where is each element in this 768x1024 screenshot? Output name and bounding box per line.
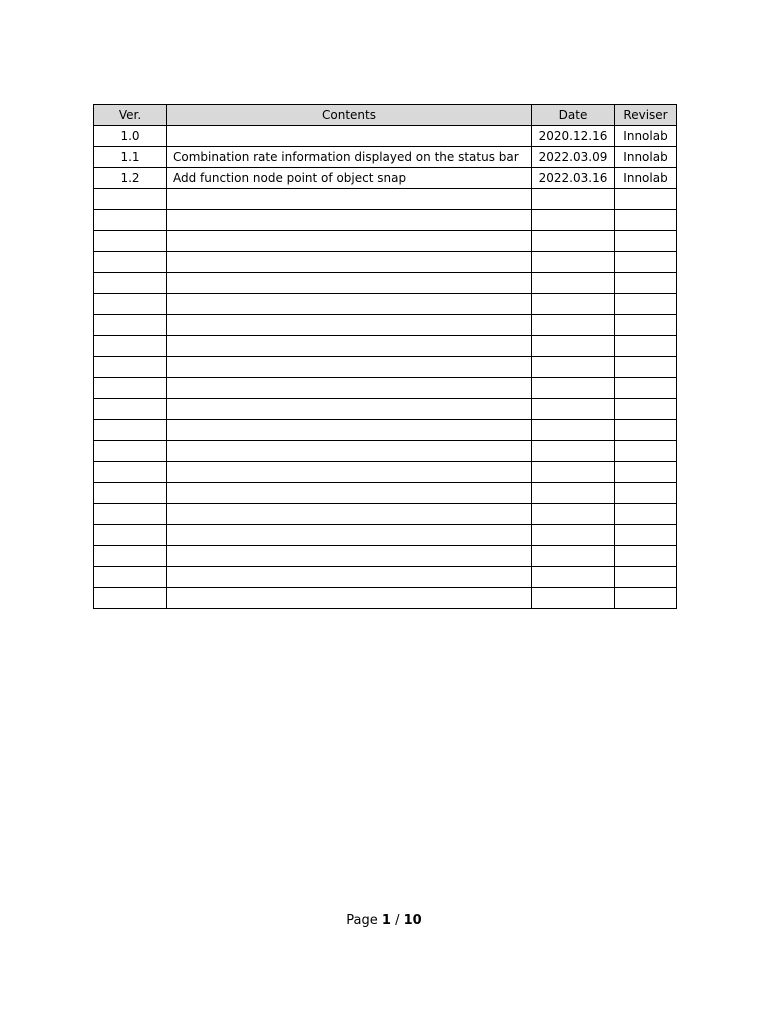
cell-reviser	[615, 546, 677, 567]
cell-contents	[167, 546, 532, 567]
cell-ver	[94, 336, 167, 357]
cell-ver	[94, 294, 167, 315]
cell-contents	[167, 294, 532, 315]
cell-reviser	[615, 252, 677, 273]
cell-ver	[94, 567, 167, 588]
cell-contents	[167, 399, 532, 420]
cell-date	[532, 252, 615, 273]
cell-reviser	[615, 525, 677, 546]
table-header	[94, 105, 677, 126]
table-body	[94, 126, 677, 609]
cell-date	[532, 567, 615, 588]
table-row	[94, 357, 677, 378]
cell-contents	[167, 504, 532, 525]
header-ver: Ver.	[94, 105, 167, 126]
cell-reviser: Innolab	[615, 126, 677, 147]
cell-reviser	[615, 378, 677, 399]
cell-date: 2020.12.16	[532, 126, 615, 147]
table-row	[94, 189, 677, 210]
cell-contents	[167, 315, 532, 336]
header-row	[94, 105, 677, 126]
cell-reviser	[615, 567, 677, 588]
cell-reviser	[615, 483, 677, 504]
table-row	[94, 504, 677, 525]
cell-reviser	[615, 441, 677, 462]
table-row	[94, 294, 677, 315]
cell-date	[532, 378, 615, 399]
cell-ver	[94, 357, 167, 378]
table-row	[94, 126, 677, 147]
cell-ver	[94, 378, 167, 399]
cell-contents	[167, 357, 532, 378]
table-row	[94, 462, 677, 483]
header-contents: Contents	[167, 105, 532, 126]
table-row	[94, 231, 677, 252]
cell-reviser	[615, 504, 677, 525]
page-separator: /	[395, 913, 400, 928]
cell-reviser	[615, 399, 677, 420]
cell-date	[532, 441, 615, 462]
cell-date	[532, 420, 615, 441]
cell-ver	[94, 315, 167, 336]
cell-contents	[167, 210, 532, 231]
cell-contents	[167, 588, 532, 609]
revision-history-table	[93, 104, 677, 609]
cell-contents	[167, 462, 532, 483]
cell-date	[532, 588, 615, 609]
cell-ver	[94, 546, 167, 567]
cell-reviser	[615, 273, 677, 294]
page-label: Page	[346, 913, 378, 928]
cell-ver: 1.2	[94, 168, 167, 189]
cell-contents: Combination rate information displayed on the status bar	[167, 147, 532, 168]
cell-contents	[167, 441, 532, 462]
cell-ver	[94, 399, 167, 420]
cell-date	[532, 483, 615, 504]
cell-date	[532, 315, 615, 336]
table-row	[94, 336, 677, 357]
cell-reviser	[615, 210, 677, 231]
cell-ver	[94, 483, 167, 504]
cell-date	[532, 210, 615, 231]
cell-ver	[94, 588, 167, 609]
cell-contents	[167, 273, 532, 294]
cell-date	[532, 525, 615, 546]
cell-ver	[94, 462, 167, 483]
cell-reviser	[615, 189, 677, 210]
current-page-number: 1	[381, 913, 391, 928]
cell-reviser	[615, 336, 677, 357]
cell-date: 2022.03.16	[532, 168, 615, 189]
cell-date	[532, 399, 615, 420]
cell-ver	[94, 189, 167, 210]
cell-ver	[94, 252, 167, 273]
cell-date	[532, 504, 615, 525]
cell-date: 2022.03.09	[532, 147, 615, 168]
table-row	[94, 252, 677, 273]
header-date: Date	[532, 105, 615, 126]
cell-ver	[94, 525, 167, 546]
table-row	[94, 378, 677, 399]
cell-contents	[167, 420, 532, 441]
cell-date	[532, 336, 615, 357]
cell-date	[532, 546, 615, 567]
table-row	[94, 483, 677, 504]
cell-ver	[94, 231, 167, 252]
table-row	[94, 546, 677, 567]
cell-ver: 1.1	[94, 147, 167, 168]
cell-contents	[167, 483, 532, 504]
cell-ver	[94, 273, 167, 294]
table-row	[94, 147, 677, 168]
cell-contents	[167, 525, 532, 546]
cell-contents	[167, 252, 532, 273]
cell-contents	[167, 567, 532, 588]
cell-ver	[94, 420, 167, 441]
cell-reviser: Innolab	[615, 168, 677, 189]
table-row	[94, 399, 677, 420]
table-row	[94, 525, 677, 546]
page-footer	[0, 913, 768, 928]
total-pages-number: 10	[403, 913, 422, 928]
table-row	[94, 567, 677, 588]
table-row	[94, 420, 677, 441]
table-row	[94, 315, 677, 336]
cell-date	[532, 231, 615, 252]
cell-ver	[94, 441, 167, 462]
cell-contents	[167, 336, 532, 357]
cell-contents	[167, 231, 532, 252]
cell-contents	[167, 189, 532, 210]
cell-date	[532, 189, 615, 210]
cell-date	[532, 294, 615, 315]
cell-reviser	[615, 420, 677, 441]
table-row	[94, 273, 677, 294]
cell-ver	[94, 210, 167, 231]
cell-reviser	[615, 462, 677, 483]
cell-reviser	[615, 294, 677, 315]
cell-ver	[94, 504, 167, 525]
cell-date	[532, 462, 615, 483]
table-row	[94, 588, 677, 609]
cell-date	[532, 357, 615, 378]
header-reviser: Reviser	[615, 105, 677, 126]
cell-reviser	[615, 357, 677, 378]
table-row	[94, 210, 677, 231]
cell-reviser	[615, 231, 677, 252]
cell-contents: Add function node point of object snap	[167, 168, 532, 189]
cell-reviser	[615, 315, 677, 336]
cell-reviser: Innolab	[615, 147, 677, 168]
cell-contents	[167, 126, 532, 147]
cell-ver: 1.0	[94, 126, 167, 147]
cell-contents	[167, 378, 532, 399]
cell-reviser	[615, 588, 677, 609]
table-row	[94, 168, 677, 189]
table-row	[94, 441, 677, 462]
cell-date	[532, 273, 615, 294]
